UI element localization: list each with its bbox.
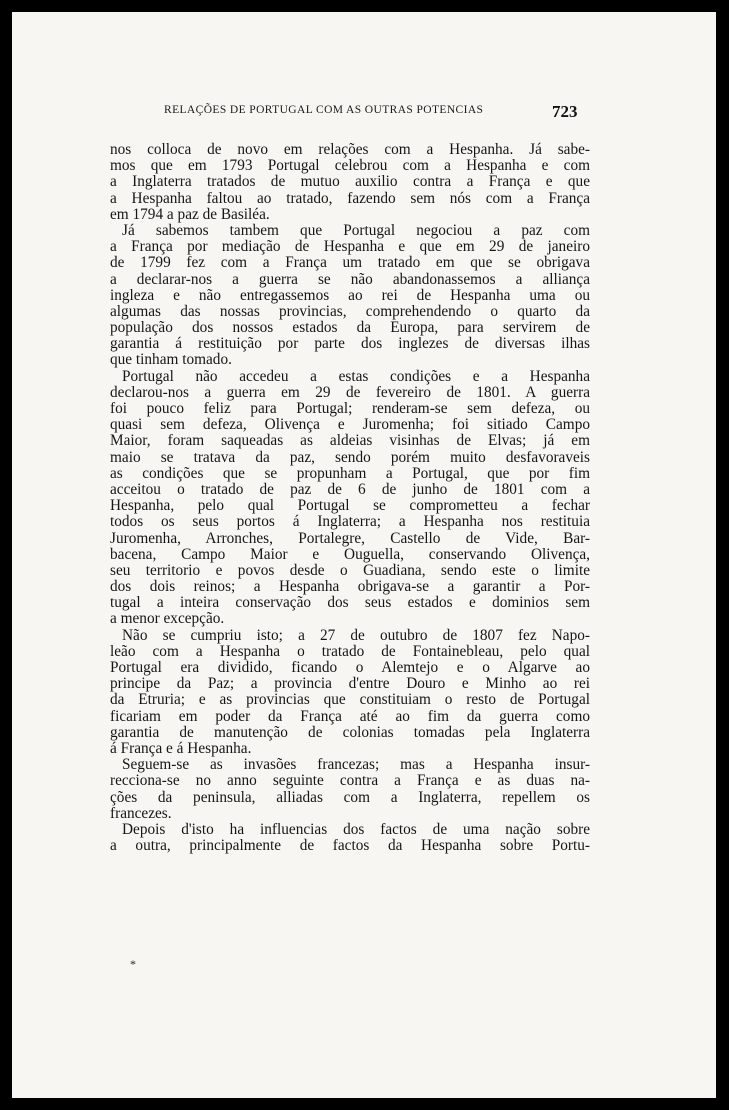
text-line: que tinham tomado. bbox=[110, 351, 232, 369]
body-text bbox=[110, 142, 590, 854]
text-line: foi pouco feliz para Portugal; renderam-se sem defeza, ou bbox=[110, 400, 590, 417]
text-line: a declarar-nos a guerra se não abandonassemos a alliança bbox=[110, 270, 590, 288]
text-line: Não se cumpriu isto; a 27 de outubro de 1807 fez Napo- bbox=[122, 626, 590, 644]
text-line: algumas das nossas provincias, comprehendendo o quarto da bbox=[110, 302, 590, 320]
text-line: tugal a inteira conservação dos seus estados e dominios sem bbox=[110, 594, 590, 612]
text-line: as condições que se propunham a Portugal, que por fim bbox=[110, 464, 590, 482]
page-number: 723 bbox=[552, 102, 578, 121]
text-line: Juromenha, Arronches, Portalegre, Castello de Vide, Bar- bbox=[110, 529, 590, 547]
text-line: dos dois reinos; a Hespanha obrigava-se a garantir a Por- bbox=[110, 578, 590, 596]
text-line: mos que em 1793 Portugal celebrou com a Hespanha e com bbox=[110, 157, 590, 175]
text-line: bacena, Campo Maior e Ouguella, conservando Olivença, bbox=[110, 545, 590, 563]
text-line: da Etruria; e as provincias que constituiam o resto de Portugal bbox=[110, 691, 590, 709]
text-line: nos colloca de novo em relações com a Hespanha. Já sabe- bbox=[110, 141, 590, 158]
text-line: população dos nossos estados da Europa, para servirem de bbox=[110, 319, 590, 337]
text-line: recciona-se no anno seguinte contra a França e as duas na- bbox=[110, 772, 590, 790]
text-line: ficariam em poder da França até ao fim da guerra como bbox=[110, 707, 590, 725]
text-line: Portugal era dividido, ficando o Alemtejo e o Algarve ao bbox=[110, 659, 590, 676]
text-line: de 1799 fez com a França um tratado em que se obrigava bbox=[110, 254, 590, 272]
text-line: ingleza e não entregassemos ao rei de Hespanha uma ou bbox=[110, 286, 590, 304]
text-line: em 1794 a paz de Basiléa. bbox=[110, 205, 270, 223]
text-line: á França e á Hespanha. bbox=[110, 739, 252, 757]
text-line: Seguem-se as invasões francezas; mas a Hespanha insur- bbox=[122, 756, 590, 774]
text-line: acceitou o tratado de paz de 6 de junho de 1801 com a bbox=[110, 480, 590, 498]
text-line: quasi sem defeza, Olivença e Juromenha; foi sitiado Campo bbox=[110, 416, 590, 434]
text-line: garantia de manutenção de colonias tomadas pela Inglaterra bbox=[110, 723, 590, 741]
text-line: principe da Paz; a provincia d'entre Douro e Minho ao rei bbox=[110, 675, 590, 693]
text-line: garantia á restituição por parte dos inglezes de diversas ilhas bbox=[110, 335, 590, 353]
text-line: Portugal não accedeu a estas condições e a Hespanha bbox=[122, 367, 590, 385]
text-line: a Inglaterra tratados de mutuo auxilio contra a França e que bbox=[110, 173, 590, 191]
text-line: a outra, principalmente de factos da Hespanha sobre Portu- bbox=[110, 837, 590, 855]
text-line: declarou-nos a guerra em 29 de fevereiro de 1801. A guerra bbox=[110, 383, 590, 401]
text-line: todos os seus portos á Inglaterra; a Hespanha nos restituia bbox=[110, 513, 590, 531]
text-line: Depois d'isto ha influencias dos factos de uma nação sobre bbox=[122, 820, 590, 838]
text-line: Hespanha, pelo qual Portugal se comprometteu a fechar bbox=[110, 497, 590, 515]
text-line: leão com a Hespanha o tratado de Fontainebleau, pelo qual bbox=[110, 642, 590, 660]
text-line: maio se tratava da paz, sendo porém muito desfavoraveis bbox=[110, 448, 590, 466]
running-header: RELAÇÕES DE PORTUGAL COM AS OUTRAS POTENCIAS bbox=[164, 104, 484, 116]
text-line: Maior, foram saqueadas as aldeias visinhas de Elvas; já em bbox=[110, 432, 590, 450]
text-line: a menor excepção. bbox=[110, 610, 225, 628]
footnote-mark: * bbox=[130, 957, 136, 971]
text-line: francezes. bbox=[110, 804, 172, 822]
text-line: a França por mediação de Hespanha e que em 29 de janeiro bbox=[110, 238, 590, 256]
text-line: a Hespanha faltou ao tratado, fazendo sem nós com a França bbox=[110, 189, 590, 207]
text-line: Já sabemos tambem que Portugal negociou a paz com bbox=[122, 221, 590, 239]
text-line: ções da peninsula, alliadas com a Inglaterra, repellem os bbox=[110, 788, 590, 806]
document-page bbox=[12, 12, 716, 1098]
text-line: seu territorio e povos desde o Guadiana, sendo este o limite bbox=[110, 561, 590, 579]
